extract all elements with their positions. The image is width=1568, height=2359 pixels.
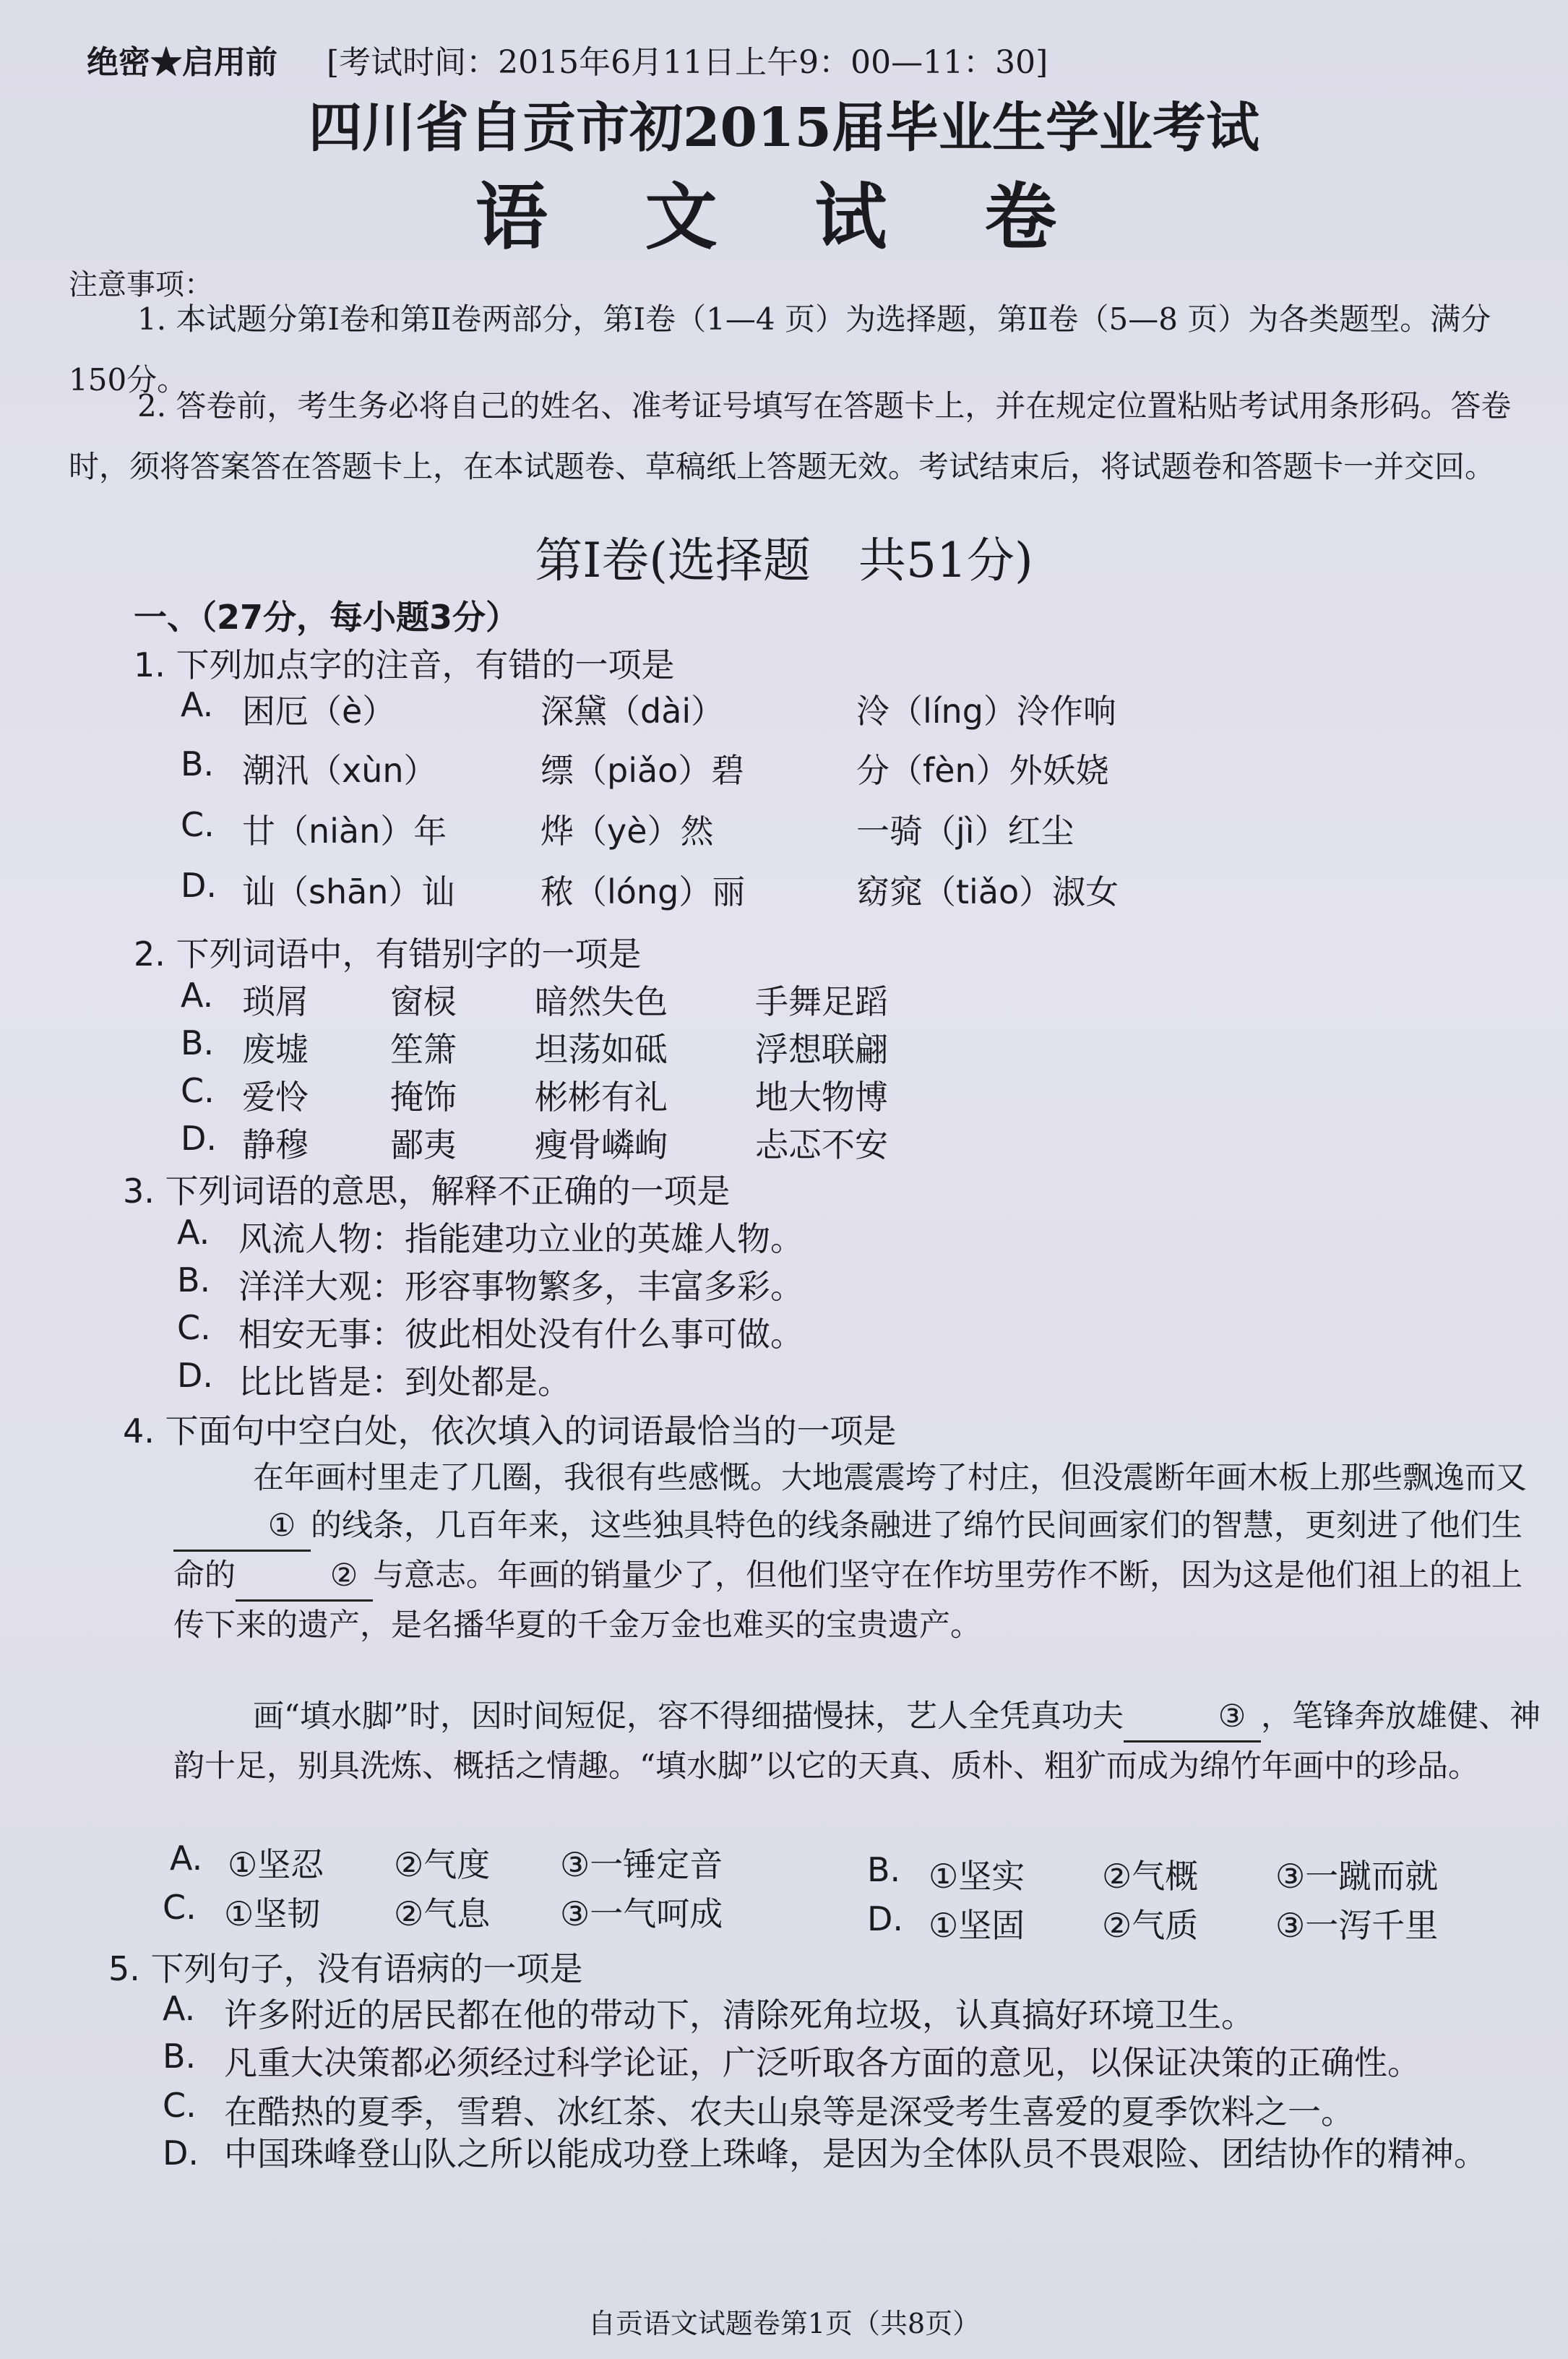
q3-option-text: 风流人物：指能建功立业的英雄人物。 bbox=[238, 1219, 804, 1258]
question-5-stem: 5. 下列句子，没有语病的一项是 bbox=[108, 1949, 583, 1988]
q4-passage-text: 与意志。年画的销量少了，但他们坚守在作坊里劳作不断，因为这是他们祖上的祖上传下来的遗产，是名播华夏的千金万金也难买的宝贵遗产。 bbox=[173, 1557, 1522, 1643]
q4-option-label: A. bbox=[170, 1839, 203, 1878]
note-item: 2. 答卷前，考生务必将自己的姓名、准考证号填写在答题卡上，并在规定位置粘贴考试用条形码。答卷时，须将答案答在答题卡上，在本试题卷、草稿纸上答题无效。考试结束后，将试题卷和答题卡一并交回。 bbox=[69, 388, 1512, 484]
q1-option-item: 窈窕（tiǎo）淑女 bbox=[856, 872, 1119, 911]
q4-option-item: ①坚实 bbox=[929, 1857, 1025, 1896]
q4-option-item: ①坚韧 bbox=[224, 1894, 321, 1933]
q1-option-item: 秾（lóng）丽 bbox=[540, 872, 746, 911]
q1-option-label: A. bbox=[181, 685, 214, 724]
q2-option-item: 鄙夷 bbox=[390, 1125, 457, 1164]
q5-option-text: 在酷热的夏季，雪碧、冰红茶、农夫山泉等是深受考生喜爱的夏季饮料之一。 bbox=[224, 2092, 1354, 2131]
question-2-stem: 2. 下列词语中，有错别字的一项是 bbox=[134, 934, 642, 974]
q4-passage-text: 的线条，几百年来，这些独具特色的线条融进了绵竹民间画家们的智慧，更刻进了他们生命的 bbox=[173, 1508, 1522, 1594]
q2-option-item: 笙箫 bbox=[390, 1030, 457, 1069]
blank-1: ① bbox=[173, 1502, 311, 1552]
q5-option-label: C. bbox=[163, 2086, 197, 2125]
blank-2: ② bbox=[236, 1552, 373, 1602]
q4-option-label: D. bbox=[867, 1899, 904, 1938]
q4-passage-text: ，笔锋奔放雄健、神韵十足，别具洗炼、概括之情趣。“填水脚”以它的天真、质朴、粗犷而成为绵竹年画中的珍品。 bbox=[173, 1698, 1541, 1784]
q3-option-text: 洋洋大观：形容事物繁多，丰富多彩。 bbox=[238, 1267, 804, 1306]
q1-option-item: 潮汛（xùn） bbox=[242, 751, 437, 790]
q2-option-label: C. bbox=[181, 1071, 215, 1110]
q1-option-item: 困厄（è） bbox=[242, 692, 396, 731]
q4-option-item: ②气概 bbox=[1102, 1857, 1199, 1896]
page-footer: 自贡语文试题卷第1页（共8页） bbox=[587, 2308, 981, 2339]
q4-option-item: ③一泻千里 bbox=[1275, 1906, 1439, 1945]
q5-option-label: D. bbox=[163, 2134, 199, 2173]
q4-passage-text: 画“填水脚”时，因时间短促，容不得细描慢抹，艺人全凭真功夫 bbox=[253, 1698, 1124, 1735]
q4-passage-2 bbox=[173, 1693, 1546, 1790]
q3-option-label: B. bbox=[177, 1260, 211, 1299]
q2-option-label: D. bbox=[181, 1119, 217, 1158]
blank-3: ③ bbox=[1124, 1693, 1261, 1743]
q4-passage-1 bbox=[173, 1454, 1546, 1649]
q1-option-item: 缥（piǎo）碧 bbox=[540, 751, 745, 790]
q4-passage-text: 在年画村里走了几圈，我很有些感慨。大地震震垮了村庄，但没震断年画木板上那些飘逸而又 bbox=[253, 1460, 1527, 1496]
q4-option-label: B. bbox=[867, 1850, 901, 1889]
q2-option-item: 手舞足蹈 bbox=[755, 982, 888, 1021]
header-line bbox=[87, 36, 1048, 82]
q1-option-label: D. bbox=[181, 866, 217, 905]
q2-option-item: 瘦骨嶙峋 bbox=[535, 1125, 668, 1164]
q2-option-item: 废墟 bbox=[242, 1030, 309, 1069]
exam-subtitle: 语 文 试 卷 bbox=[475, 174, 1093, 259]
q4-option-item: ③一锤定音 bbox=[560, 1845, 723, 1884]
q1-option-item: 深黛（dài） bbox=[540, 692, 725, 731]
q5-option-text: 许多附近的居民都在他的带动下，清除死角垃圾，认真搞好环境卫生。 bbox=[224, 1995, 1254, 2034]
q4-option-item: ③一气呵成 bbox=[560, 1894, 723, 1933]
secret-label: 绝密★启用前 bbox=[87, 44, 277, 81]
exam-time: [考试时间：2015年6月11日上午9：00—11：30] bbox=[327, 44, 1048, 81]
q1-option-item: 讪（shān）讪 bbox=[242, 872, 455, 911]
q3-option-text: 相安无事：彼此相处没有什么事可做。 bbox=[238, 1315, 804, 1354]
note-item: 1. 本试题分第Ⅰ卷和第Ⅱ卷两部分，第Ⅰ卷（1—4 页）为选择题，第Ⅱ卷（5—8 页）为各类题型。满分150分。 bbox=[69, 301, 1491, 398]
q2-option-item: 窗棂 bbox=[390, 982, 457, 1021]
part-heading: 一、（27分，每小题3分） bbox=[134, 598, 520, 637]
q2-option-item: 静穆 bbox=[242, 1125, 309, 1164]
q2-option-item: 暗然失色 bbox=[535, 982, 668, 1021]
question-1-stem: 1. 下列加点字的注音，有错的一项是 bbox=[134, 645, 675, 684]
q3-option-label: A. bbox=[177, 1213, 210, 1252]
q4-option-item: ③一蹴而就 bbox=[1275, 1857, 1439, 1896]
exam-title: 四川省自贡市初2015届毕业生学业考试 bbox=[309, 97, 1259, 159]
q1-option-label: B. bbox=[181, 744, 215, 783]
q4-option-item: ②气息 bbox=[394, 1894, 491, 1933]
q4-option-item: ②气度 bbox=[394, 1845, 491, 1884]
q4-option-item: ①坚忍 bbox=[228, 1845, 324, 1884]
q1-option-item: 廿（niàn）年 bbox=[242, 812, 447, 851]
q2-option-item: 地大物博 bbox=[755, 1078, 888, 1117]
question-3-stem: 3. 下列词语的意思，解释不正确的一项是 bbox=[123, 1172, 731, 1211]
q3-option-label: D. bbox=[177, 1356, 214, 1395]
question-4-stem: 4. 下面句中空白处，依次填入的词语最恰当的一项是 bbox=[123, 1411, 897, 1451]
q5-option-d-wrap bbox=[163, 2128, 1550, 2180]
q5-option-text: 凡重大决策都必须经过科学论证，广泛听取各方面的意见，以保证决策的正确性。 bbox=[224, 2043, 1421, 2082]
q2-option-item: 彬彬有礼 bbox=[535, 1078, 668, 1117]
q5-option-label: A. bbox=[163, 1989, 196, 2028]
q4-option-label: C. bbox=[163, 1888, 197, 1927]
q5-option-text: 中国珠峰登山队之所以能成功登上珠峰，是因为全体队员不畏艰险、团结协作的精神。 bbox=[224, 2134, 1487, 2173]
q2-option-label: A. bbox=[181, 976, 214, 1015]
q2-option-item: 琐屑 bbox=[242, 982, 309, 1021]
q2-option-item: 浮想联翩 bbox=[755, 1030, 888, 1069]
q1-option-item: 分（fèn）外妖娆 bbox=[856, 751, 1109, 790]
q2-option-item: 掩饰 bbox=[390, 1078, 457, 1117]
q2-option-item: 坦荡如砥 bbox=[535, 1030, 668, 1069]
q4-option-item: ②气质 bbox=[1102, 1906, 1199, 1945]
section-title: 第Ⅰ卷(选择题 共51分) bbox=[535, 533, 1033, 588]
q1-option-item: 泠（líng）泠作响 bbox=[856, 692, 1116, 731]
q2-option-item: 忐忑不安 bbox=[755, 1125, 888, 1164]
q1-option-label: C. bbox=[181, 805, 215, 844]
q4-option-item: ①坚固 bbox=[929, 1906, 1025, 1945]
notes-title: 注意事项： bbox=[69, 268, 213, 301]
q1-option-item: 一骑（jì）红尘 bbox=[856, 812, 1074, 851]
q1-option-item: 烨（yè）然 bbox=[540, 812, 714, 851]
q5-option-label: B. bbox=[163, 2037, 197, 2076]
q3-option-label: C. bbox=[177, 1308, 211, 1347]
q2-option-label: B. bbox=[181, 1023, 215, 1062]
q2-option-item: 爱怜 bbox=[242, 1078, 309, 1117]
q3-option-text: 比比皆是：到处都是。 bbox=[238, 1362, 571, 1401]
